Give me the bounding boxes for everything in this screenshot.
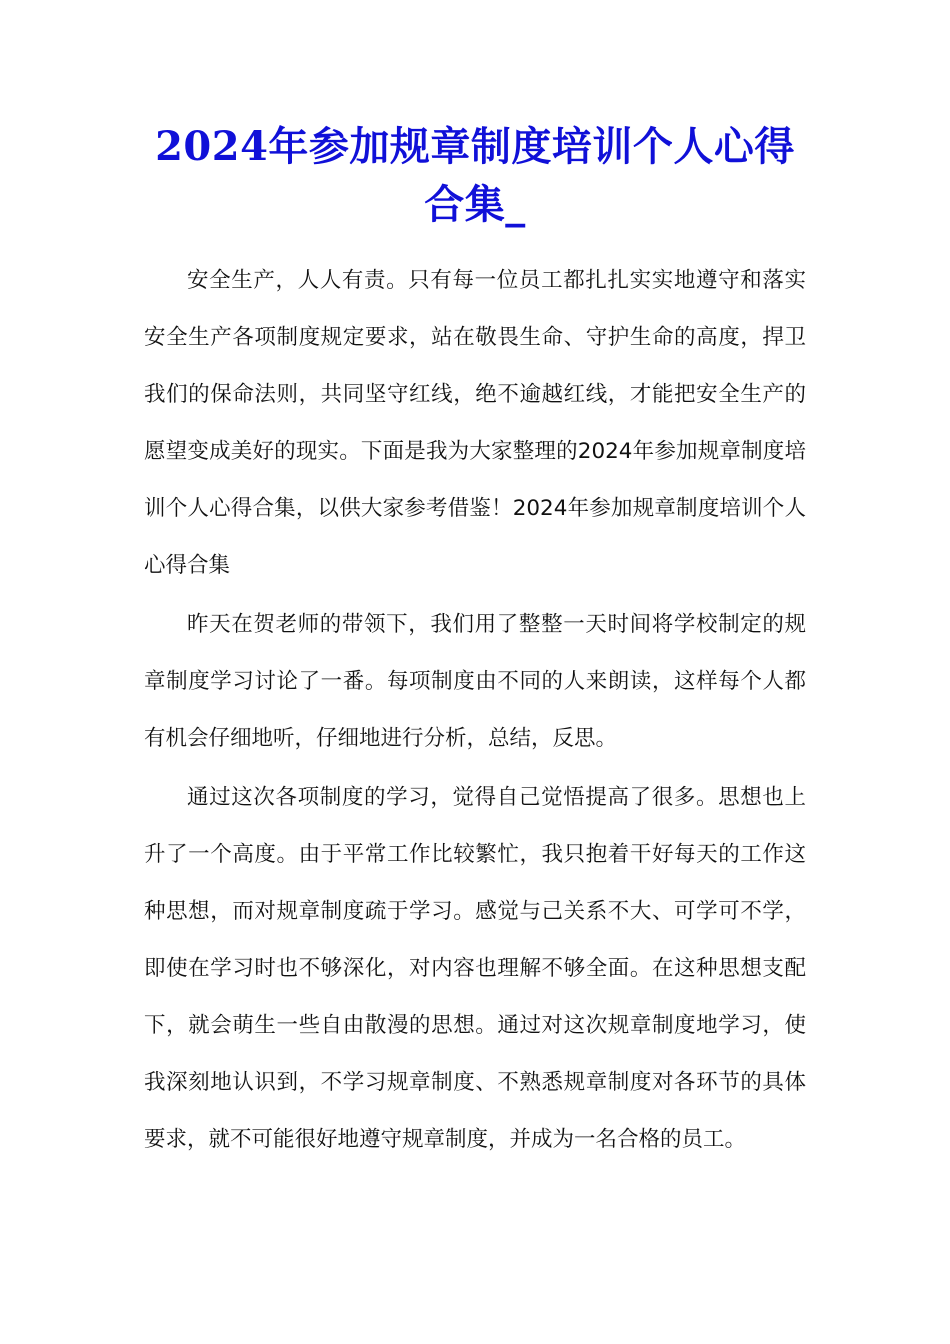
paragraph-intro: 安全生产，人人有责。只有每一位员工都扎扎实实地遵守和落实安全生产各项制度规定要求，站在敬畏生命、守护生命的高度，捍卫我们的保命法则，共同坚守红线，绝不逾越红线，才能把安全生产的愿望变成美好的现实。下面是我为大家整理的2024年参加规章制度培训个人心得合集，以供大家参考借鉴！2024年参加规章制度培训个人心得合集 [144, 268, 806, 578]
document-body [144, 252, 806, 1168]
document-title: 2024年参加规章制度培训个人心得合集_ [155, 123, 795, 228]
paragraph-training-day: 昨天在贺老师的带领下，我们用了整整一天时间将学校制定的规章制度学习讨论了一番。每项制度由不同的人来朗读，这样每个人都有机会仔细地听，仔细地进行分析，总结，反思。 [144, 612, 806, 751]
paragraph-reflection: 通过这次各项制度的学习，觉得自己觉悟提高了很多。思想也上升了一个高度。由于平常工作比较繁忙，我只抱着干好每天的工作这种思想，而对规章制度疏于学习。感觉与己关系不大、可学可不学，即使在学习时也不够深化，对内容也理解不够全面。在这种思想支配下，就会萌生一些自由散漫的思想。通过对这次规章制度地学习，使我深刻地认识到，不学习规章制度、不熟悉规章制度对各环节的具体要求，就不可能很好地遵守规章制度，并成为一名合格的员工。 [144, 785, 806, 1152]
